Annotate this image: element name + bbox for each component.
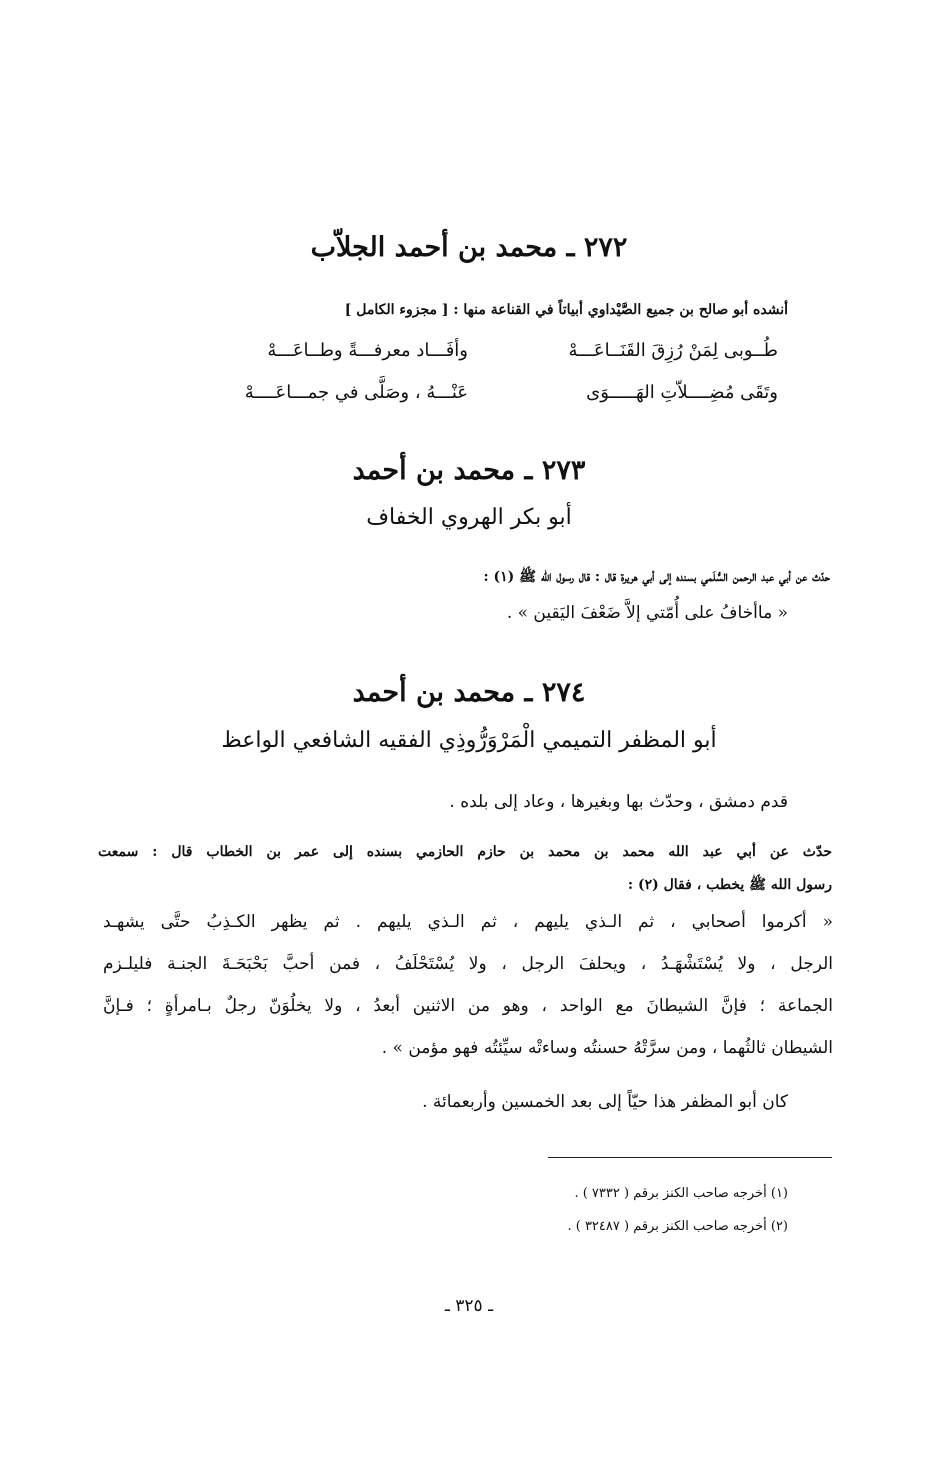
hadith-line-3: الجماعة ؛ فإنَّ الشيطانَ مع الواحد ، وهو من الاثنين أبعدُ ، ولا يخلُوَنّ رجلٌ بـامرأةٍ ؛ فـإنَّ <box>103 996 833 1016</box>
entry-text-273-line-2: « ماأخافُ على أُمّتي إلاَّ ضَعْفَ اليَقين » . <box>506 603 788 623</box>
entry-chain-274-line-2: رسول الله ﷺ يخطب ، فقال (٢) : <box>627 877 832 893</box>
entry-note-274: قدم دمشق ، وحدّث بها وبغيرها ، وعاد إلى بلده . <box>449 792 788 812</box>
entry-intro-272: أنشده أبو صالح بن جميع الصَّيْداوي أبياتاً في القناعة منها : [ مجزوء الكامل ] <box>344 302 788 318</box>
verse-2-first-hemistich: وتَقَى مُضِــــلاّتِ الهَـــــوَى <box>586 382 778 403</box>
entry-heading-273: ٢٧٣ ـ محمد بن أحمد <box>352 455 586 486</box>
entry-subheading-273: أبو بكر الهروي الخفاف <box>366 505 572 530</box>
footnote-1: (١) أخرجه صاحب الكنز برقم ( ٧٣٣٢ ) . <box>574 1186 788 1201</box>
entry-heading-272: ٢٧٢ ـ محمد بن أحمد الجلاّب <box>310 232 628 263</box>
hadith-line-1: « أكرموا أصحابي ، ثم الـذي يليهم ، ثم الـذي يليهم . ثم يظهر الكـذِبُ حتَّى يشهـد <box>103 912 833 932</box>
hadith-line-2: الرجل ، ولا يُسْتَشْهَـدُ ، ويحلفَ الرجل ، ولا يُسْتَحْلَفُ ، فمن أحبَّ بَحْبَحَـةَ الجنـة فليلـزم <box>103 954 833 974</box>
hadith-line-4: الشيطان ثالثُهما ، ومن سرَّتْهُ حسنتُه وساءتْه سيِّئتُه فهو مؤمن » . <box>381 1038 833 1058</box>
footnote-separator <box>548 1157 832 1158</box>
verse-1-second-hemistich: وأفَـــاد معرفـــةً وطــاعَـــهْ <box>267 340 468 361</box>
verse-1-first-hemistich: طُــوبى لِمَنْ رُزِقَ القَنَــاعَـــهْ <box>568 340 778 361</box>
verse-2-second-hemistich: عَنْـــهُ ، وصَلَّى في جمـــاعَــــهْ <box>244 382 468 403</box>
footnote-2: (٢) أخرجه صاحب الكنز برقم ( ٣٢٤٨٧ ) . <box>567 1219 788 1234</box>
page-number: ـ ٣٢٥ ـ <box>444 1296 494 1316</box>
entry-closing-274: كان أبو المظفر هذا حيّاً إلى بعد الخمسين وأربعمائة . <box>422 1092 788 1112</box>
entry-heading-274: ٢٧٤ ـ محمد بن أحمد <box>352 677 586 708</box>
entry-chain-274-line-1: حدّث عن أبي عبد الله محمد بن محمد بن حازم الحازمي بسنده إلى عمر بن الخطاب قال : سمعت <box>98 844 832 860</box>
entry-subheading-274: أبو المظفر التميمي الْمَرْوَرُّوذِي الفقيه الشافعي الواعظ <box>221 728 717 753</box>
entry-text-273-line-1: حدّث عن أبي عبد الرحمن السُّلَمي بسنده إلى أبي هريرة قال : قال رسول الله ﷺ (١) : <box>483 569 830 585</box>
